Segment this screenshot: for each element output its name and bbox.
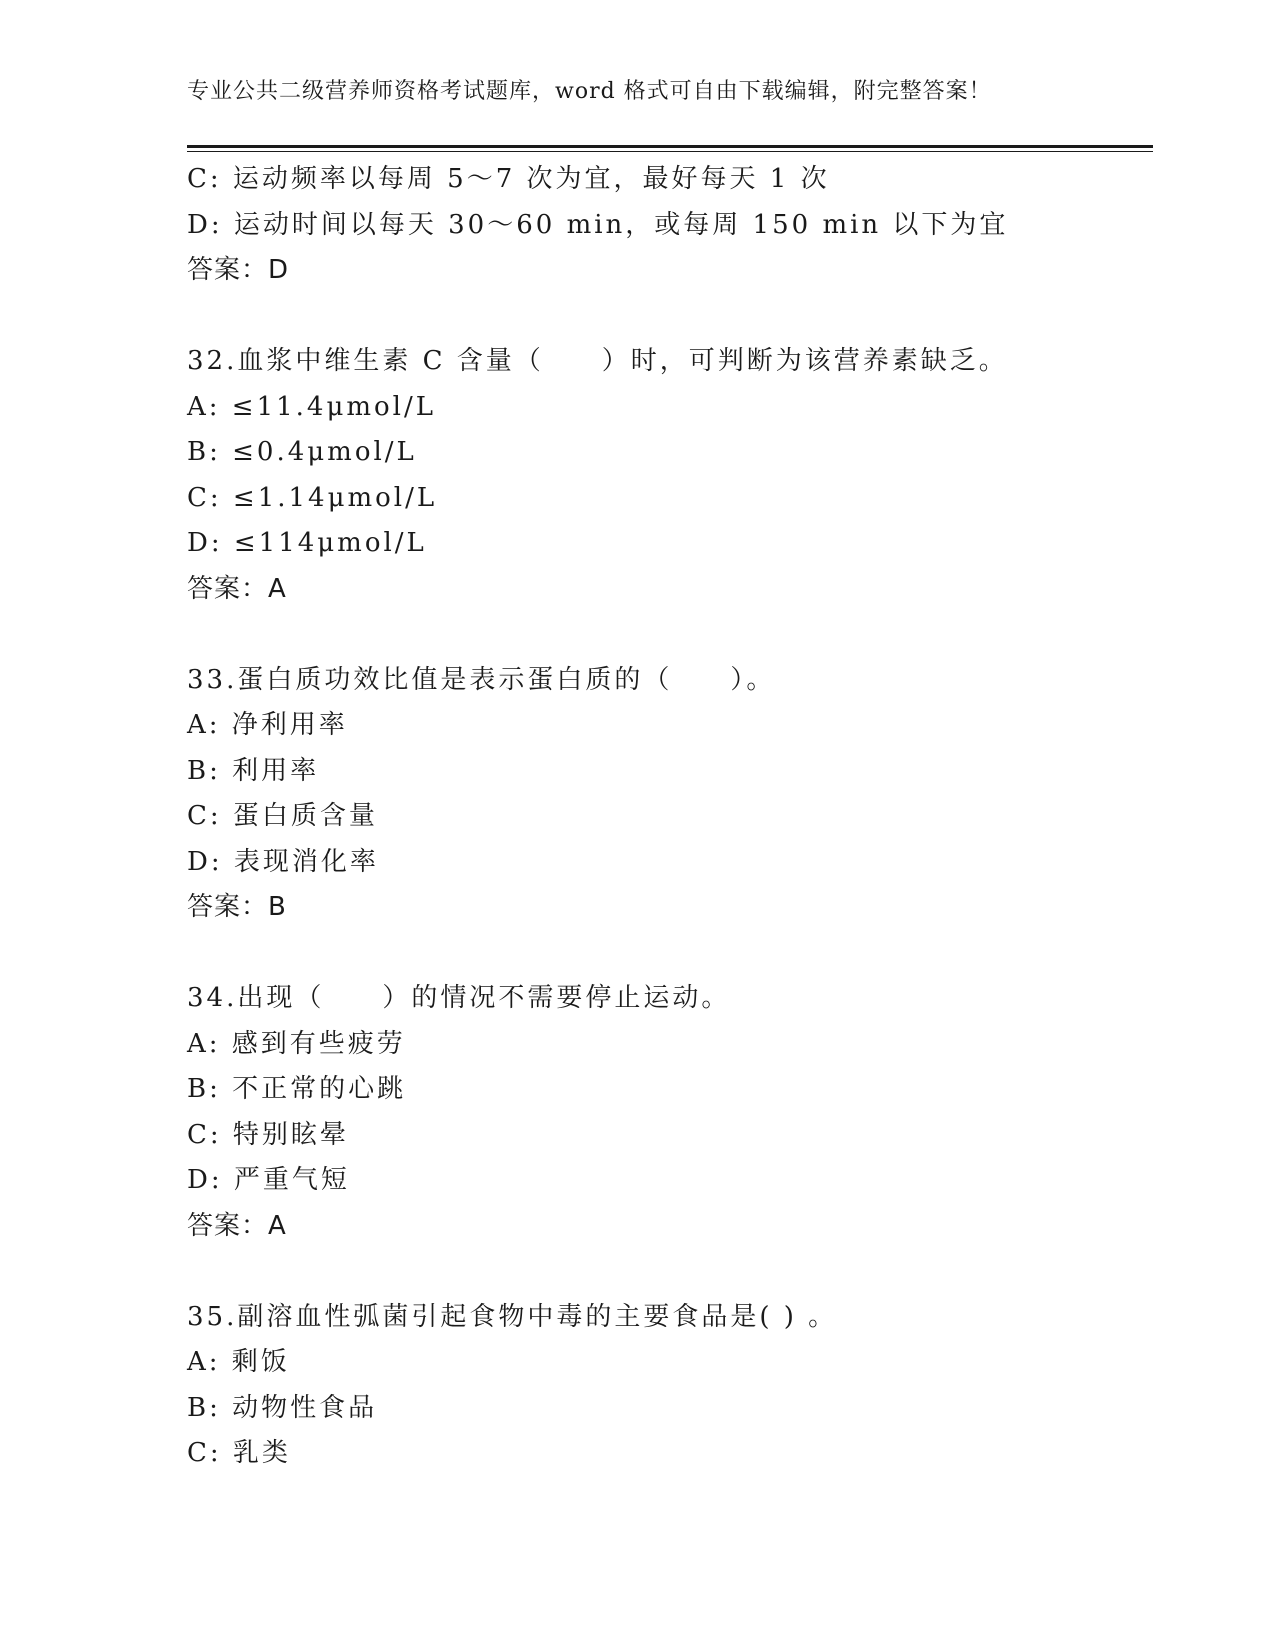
spacer bbox=[187, 612, 1147, 658]
option-line: A: 净利用率 bbox=[187, 710, 348, 740]
question-stem: 33.蛋白质功效比值是表示蛋白质的（ ）。 bbox=[187, 664, 776, 695]
option-line: B: 不正常的心跳 bbox=[187, 1074, 407, 1104]
question-stem: 34.出现（ ）的情况不需要停止运动。 bbox=[187, 983, 731, 1013]
spacer bbox=[187, 1249, 1147, 1295]
answer-line: 答案：A bbox=[187, 573, 287, 604]
question-list bbox=[187, 157, 1147, 1477]
option-line: A: ≤11.4μmol/L bbox=[187, 391, 437, 422]
page-header: 专业公共二级营养师资格考试题库，word 格式可自由下载编辑，附完整答案！ bbox=[187, 79, 992, 104]
question-stem: 32.血浆中维生素 C 含量（ ）时，可判断为该营养素缺乏。 bbox=[187, 346, 1008, 376]
answer-line: 答案：D bbox=[187, 255, 290, 285]
option-line: C: 特别眩晕 bbox=[187, 1119, 349, 1150]
question-stem: 35.副溶血性弧菌引起食物中毒的主要食品是( ) 。 bbox=[187, 1301, 838, 1332]
option-line: A: 剩饭 bbox=[187, 1347, 290, 1377]
spacer bbox=[187, 931, 1147, 977]
option-line: C: 乳类 bbox=[187, 1438, 291, 1468]
option-line: D: 表现消化率 bbox=[187, 846, 379, 877]
option-line: C: 运动频率以每周 5～7 次为宜，最好每天 1 次 bbox=[187, 164, 830, 194]
option-line: D: 严重气短 bbox=[187, 1165, 350, 1195]
header-rule-thick bbox=[187, 145, 1153, 148]
header-rule-thin bbox=[187, 151, 1153, 152]
option-line: B: 利用率 bbox=[187, 755, 320, 786]
answer-line: 答案：A bbox=[187, 1210, 287, 1241]
option-line: C: ≤1.14μmol/L bbox=[187, 482, 438, 513]
option-line: D: ≤114μmol/L bbox=[187, 528, 427, 558]
option-line: A: 感到有些疲劳 bbox=[187, 1028, 406, 1059]
option-line: B: ≤0.4μmol/L bbox=[187, 437, 417, 467]
spacer bbox=[187, 294, 1147, 340]
answer-line: 答案：B bbox=[187, 892, 287, 922]
option-line: B: 动物性食品 bbox=[187, 1392, 378, 1423]
option-line: D: 运动时间以每天 30～60 min，或每周 150 min 以下为宜 bbox=[187, 209, 1009, 240]
option-line: C: 蛋白质含量 bbox=[187, 801, 378, 831]
